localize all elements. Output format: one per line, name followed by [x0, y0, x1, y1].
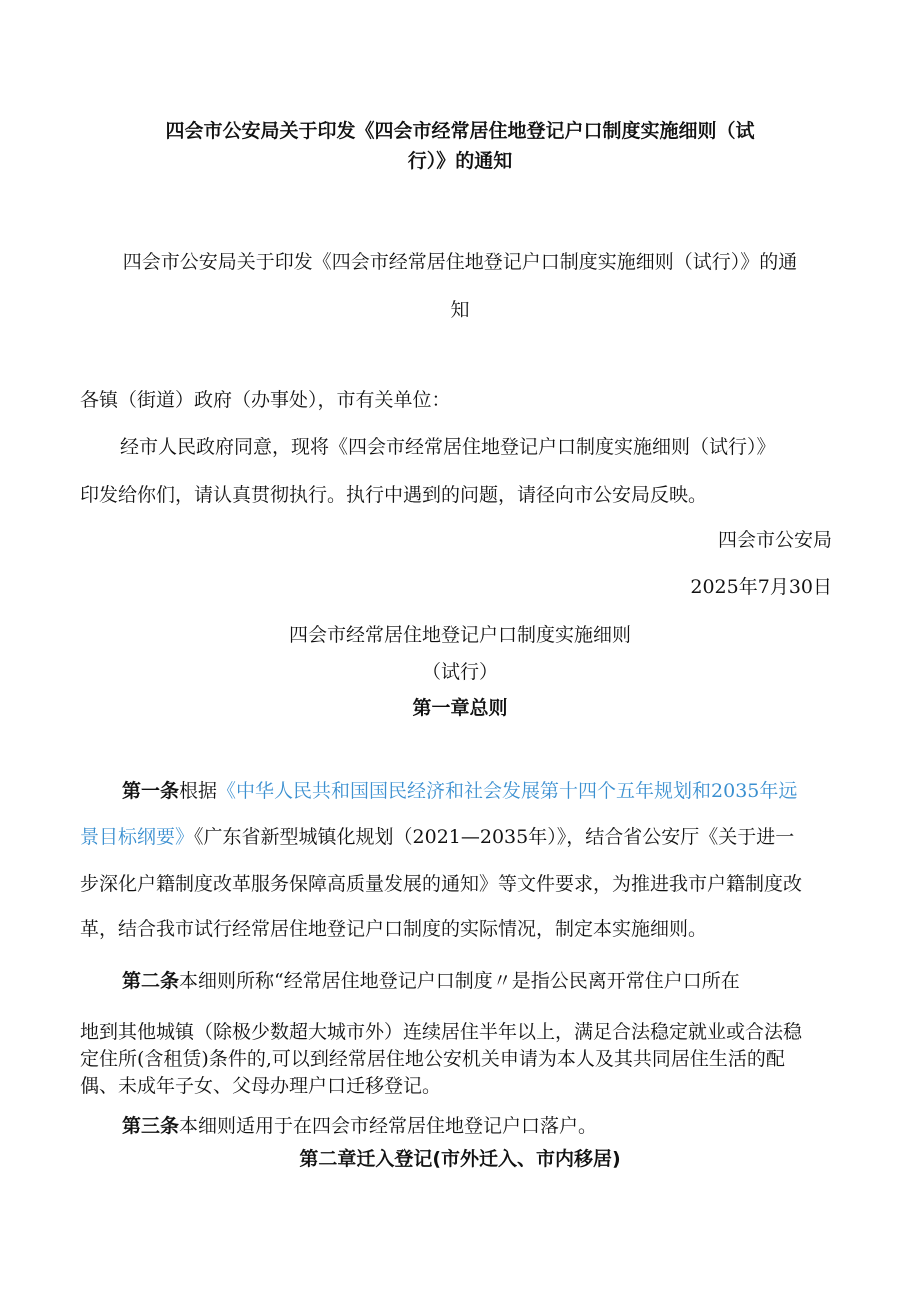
article-1-line1 [122, 776, 797, 803]
article-2-line4: 偶、未成年子女、父母办理户口迁移登记。 [80, 1075, 442, 1097]
article-1-line2 [80, 822, 794, 849]
document-title-line1: 四会市公安局关于印发《四会市经常居住地登记户口制度实施细则（试 [165, 120, 755, 142]
article-1-line4: 革，结合我市试行经常居住地登记户口制度的实际情况，制定本实施细则。 [80, 918, 708, 940]
outline-document-link-end[interactable]: 景目标纲要》 [80, 826, 195, 848]
article-1-label: 第一条 [122, 780, 180, 802]
intro-line2: 印发给你们，请认真贯彻执行。执行中遇到的问题，请径向市公安局反映。 [80, 484, 708, 506]
notice-heading-line1: 四会市公安局关于印发《四会市经常居住地登记户口制度实施细则（试行）》的通 [122, 251, 798, 273]
document-title-line2: 行）》的通知 [407, 150, 513, 172]
signature-date: 2025年7月30日 [690, 576, 832, 598]
article-2-line1 [122, 966, 740, 993]
notice-heading-line2: 知 [450, 299, 470, 321]
article-2-line3: 定住所(含租赁)条件的,可以到经常居住地公安机关申请为本人及其共同居住生活的配 [80, 1048, 785, 1070]
chapter-1-heading: 第一章总则 [412, 697, 508, 719]
article-3-text: 本细则适用于在四会市经常居住地登记户口落户。 [179, 1115, 598, 1137]
article-3-label: 第三条 [122, 1115, 180, 1137]
chapter-2-heading: 第二章迁入登记(市外迁入、市内移居) [299, 1148, 621, 1170]
intro-line1: 经市人民政府同意，现将《四会市经常居住地登记户口制度实施细则（试行）》 [120, 436, 776, 458]
article-1-line3: 步深化户籍制度改革服务保障高质量发展的通知》等文件要求，为推进我市户籍制度改 [80, 873, 803, 895]
signature-org: 四会市公安局 [717, 529, 832, 551]
article-2-label: 第二条 [122, 970, 180, 992]
article-2-line1-text: 本细则所称“经常居住地登记户口制度〃是指公民离开常住户口所在 [179, 970, 740, 992]
rules-title-line1: 四会市经常居住地登记户口制度实施细则 [288, 624, 631, 646]
article-1-line2-text: 《广东省新型城镇化规划（2021—2035年）》，结合省公安厅《关于进一 [194, 826, 795, 848]
article-2-line2: 地到其他城镇（除极少数超大城市外）连续居住半年以上，满足合法稳定就业或合法稳 [80, 1021, 803, 1043]
outline-document-link[interactable]: 《中华人民共和国国民经济和社会发展第十四个五年规划和2035年远 [217, 780, 798, 802]
article-3 [122, 1111, 597, 1138]
salutation: 各镇（街道）政府（办事处），市有关单位： [80, 389, 451, 411]
rules-title-line2: （试行） [421, 661, 498, 683]
article-1-prefix: 根据 [179, 780, 218, 802]
